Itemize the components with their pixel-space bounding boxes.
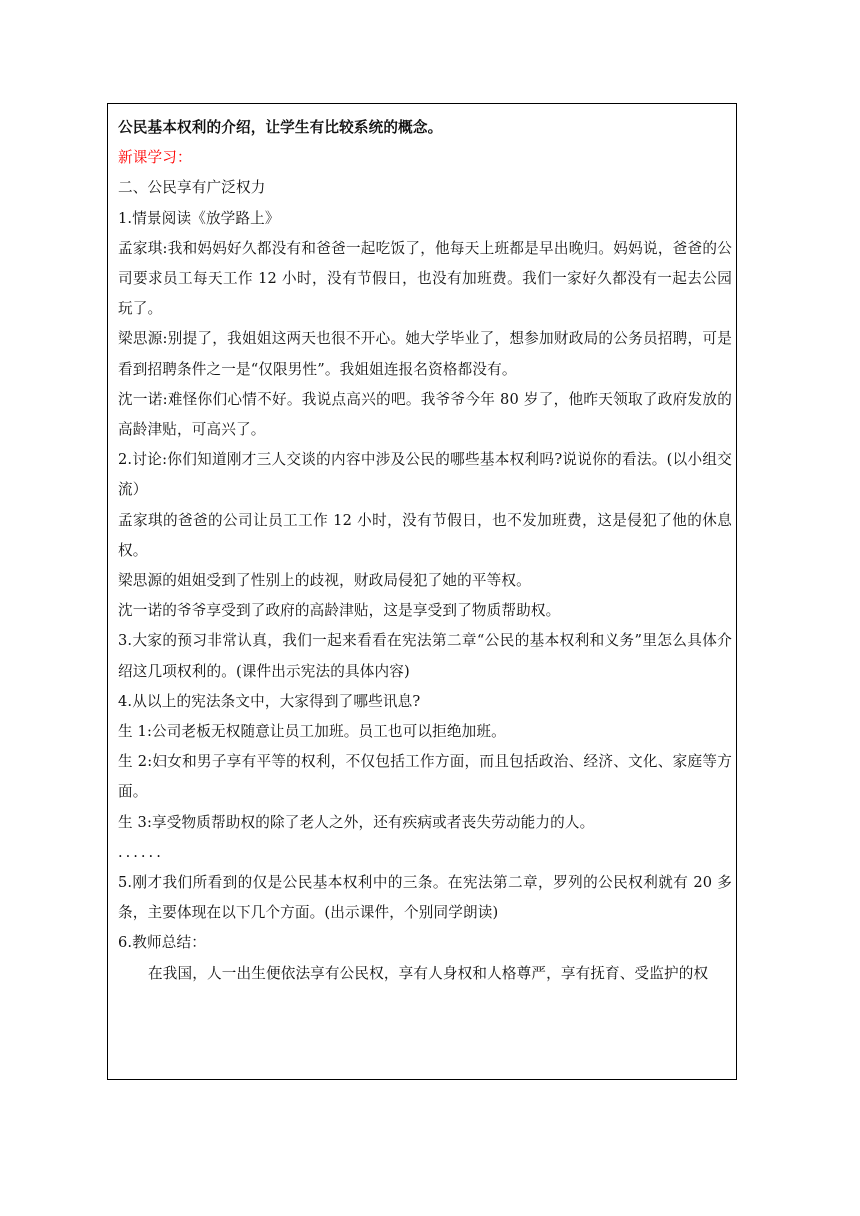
step-5: 5.刚才我们所看到的仅是公民基本权利中的三条。在宪法第二章，罗列的公民权利就有 20 多条，主要体现在以下几个方面。(出示课件，个别同学朗读)	[118, 874, 732, 922]
student-answer: 生 2:妇女和男子享有平等的权利，不仅包括工作方面，而且包括政治、经济、文化、家庭等方面。	[118, 753, 732, 801]
table-cell	[107, 103, 737, 1080]
teacher-summary: 在我国，人一出生便依法享有公民权，享有人身权和人格尊严，享有抚育、受监护的权	[148, 964, 709, 982]
ellipsis: ......	[118, 843, 164, 861]
student-answer: 生 3:享受物质帮助权的除了老人之外，还有疾病或者丧失劳动能力的人。	[118, 813, 595, 831]
lesson-content	[118, 113, 732, 989]
step-4: 4.从以上的宪法条文中，大家得到了哪些讯息?	[118, 692, 421, 710]
dialogue-line: 沈一诺:难怪你们心情不好。我说点高兴的吧。我爷爷今年 80 岁了，他昨天领取了政府发放的高龄津贴，可高兴了。	[118, 390, 732, 439]
step-6: 6.教师总结：	[118, 934, 206, 952]
step-1: 1.情景阅读《放学路上》	[118, 209, 280, 227]
answer-line: 沈一诺的爷爷享受到了政府的高龄津贴，这是享受到了物质帮助权。	[118, 602, 561, 620]
answer-line: 梁思源的姐姐受到了性别上的歧视，财政局侵犯了她的平等权。	[118, 572, 531, 590]
section-heading: 新课学习：	[118, 149, 192, 167]
dialogue-line: 梁思源:别提了，我姐姐这两天也很不开心。她大学毕业了，想参加财政局的公务员招聘，可是看到招聘条件之一是“仅限男性”。我姐姐连报名资格都没有。	[118, 330, 732, 378]
dialogue-line: 孟家琪:我和妈妈好久都没有和爸爸一起吃饭了，他每天上班都是早出晚归。妈妈说，爸爸的公司要求员工每天工作 12 小时，没有节假日，也没有加班费。我们一家好久都没有一起去公园玩了。	[118, 239, 732, 318]
intro-text: 公民基本权利的介绍，让学生有比较系统的概念。	[118, 119, 443, 136]
part-title: 二、公民享有广泛权力	[118, 179, 266, 197]
student-answer: 生 1:公司老板无权随意让员工加班。员工也可以拒绝加班。	[118, 723, 506, 741]
answer-line: 孟家琪的爸爸的公司让员工工作 12 小时，没有节假日，也不发加班费，这是侵犯了他的休息权。	[118, 511, 732, 559]
step-3: 3.大家的预习非常认真，我们一起来看看在宪法第二章“公民的基本权利和义务”里怎么具体介绍这几项权利的。(课件出示宪法的具体内容)	[118, 632, 732, 680]
step-2: 2.讨论:你们知道刚才三人交谈的内容中涉及公民的哪些基本权利吗?说说你的看法。(以小组交流）	[118, 451, 732, 499]
